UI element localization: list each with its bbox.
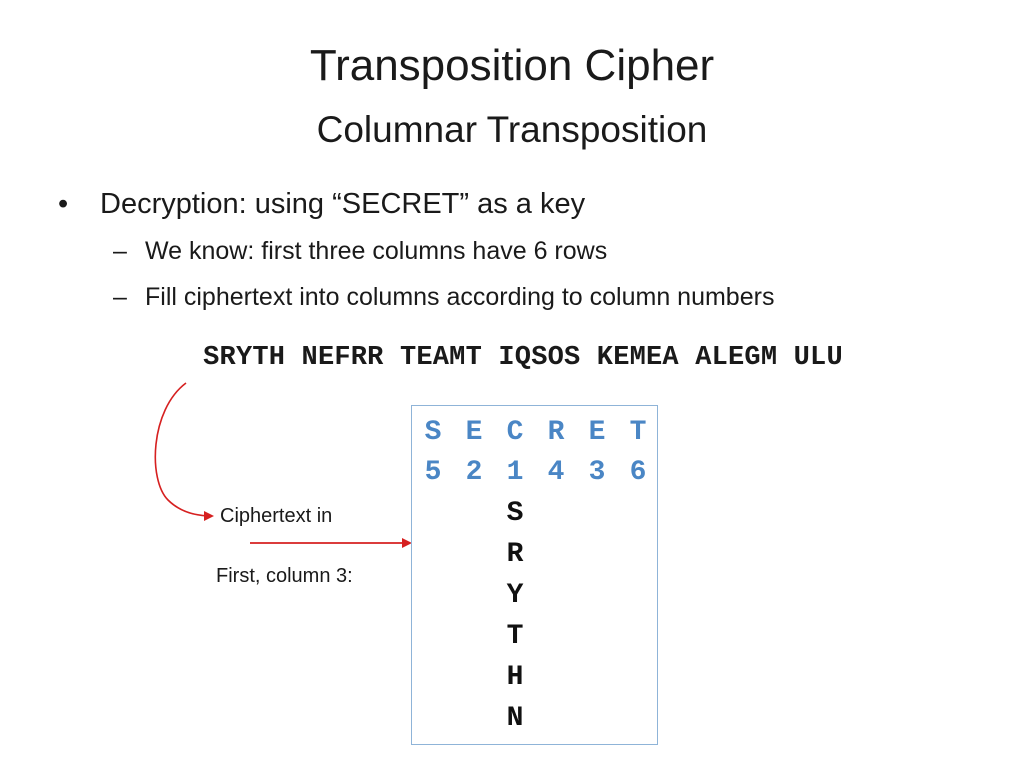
column-3-letter: N <box>506 703 524 734</box>
dash-mark: – <box>113 283 127 311</box>
sub-bullet-fill <box>113 280 774 314</box>
first-column-label: First, column 3: <box>216 565 353 587</box>
column-3-letter: Y <box>506 580 524 611</box>
curved-arrow <box>155 383 212 516</box>
bullet-mark: • <box>58 188 69 220</box>
key-letter: R <box>547 417 565 448</box>
dash-mark: – <box>113 237 127 265</box>
ciphertext-in-label: Ciphertext in <box>220 505 333 527</box>
slide-title: Transposition Cipher <box>309 41 715 90</box>
key-number: 1 <box>506 457 524 488</box>
sub-bullet-text: We know: first three columns have 6 rows <box>145 237 608 265</box>
key-number: 3 <box>588 457 606 488</box>
key-letter: C <box>506 417 524 448</box>
key-number: 4 <box>547 457 565 488</box>
column-3-letter: T <box>506 621 524 652</box>
sub-bullet-rows <box>113 234 607 268</box>
sub-bullet-text: Fill ciphertext into columns according to column numbers <box>145 283 775 311</box>
bullet-text: Decryption: using “SECRET” as a key <box>100 188 586 220</box>
column-3-letter: H <box>506 662 524 693</box>
column-3-letter: S <box>506 498 524 529</box>
ciphertext-line: SRYTH NEFRR TEAMT IQSOS KEMEA ALEGM ULU <box>203 343 843 373</box>
key-number: 2 <box>465 457 483 488</box>
key-letter: S <box>424 417 442 448</box>
key-letter: E <box>465 417 483 448</box>
key-letter: T <box>629 417 647 448</box>
column-3-letter: R <box>506 539 524 570</box>
key-number: 5 <box>424 457 442 488</box>
transposition-grid <box>411 405 658 745</box>
key-letter: E <box>588 417 606 448</box>
key-number: 6 <box>629 457 647 488</box>
slide-subtitle: Columnar Transposition <box>316 109 708 150</box>
bullet-decryption <box>58 184 585 224</box>
